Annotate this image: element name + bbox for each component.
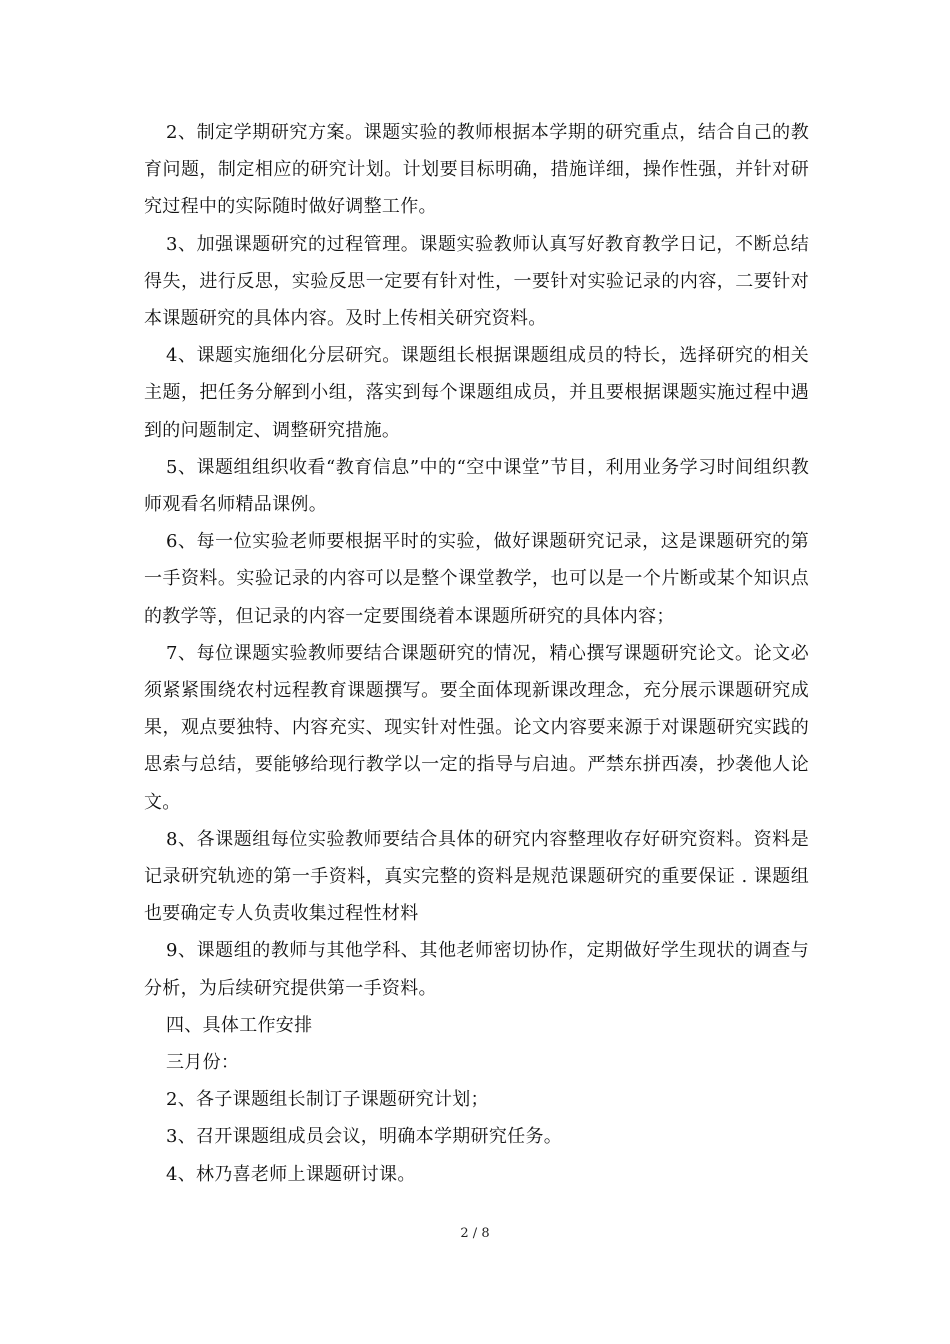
paragraph-item-9: 9、课题组的教师与其他学科、其他老师密切协作，定期做好学生现状的调查与分析，为后续研究提供第一手资料。 — [144, 940, 809, 999]
paragraph-item-3: 3、加强课题研究的过程管理。课题实验教师认真写好教育教学日记，不断总结得失，进行反思，实验反思一定要有针对性，一要针对实验记录的内容，二要针对本课题研究的具体内容。及时上传相关研究资料。 — [144, 233, 809, 330]
paragraph-item-8: 8、各课题组每位实验教师要结合具体的研究内容整理收存好研究资料。资料是记录研究轨迹的第一手资料，真实完整的资料是规范课题研究的重要保证 . 课题组也要确定专人负责收集过程性材料 — [144, 828, 809, 925]
paragraph-item-2: 2、制定学期研究方案。课题实验的教师根据本学期的研究重点，结合自己的教育问题，制定相应的研究计划。计划要目标明确，措施详细，操作性强，并针对研究过程中的实际随时做好调整工作。 — [144, 122, 809, 218]
march-task-2: 2、各子课题组长制订子课题研究计划； — [166, 1089, 489, 1111]
paragraph-item-6: 6、每一位实验老师要根据平时的实验，做好课题研究记录，这是课题研究的第一手资料。实验记录的内容可以是整个课堂教学，也可以是一个片断或某个知识点的教学等，但记录的内容一定要围绕着本课题所研究的具体内容； — [144, 531, 809, 627]
month-label-march: 三月份： — [166, 1052, 240, 1074]
section-heading-schedule: 四、具体工作安排 — [166, 1014, 313, 1036]
page-number: 2 / 8 — [460, 1226, 490, 1241]
march-task-3: 3、召开课题组成员会议，明确本学期研究任务。 — [166, 1126, 563, 1148]
document-body — [144, 114, 809, 1193]
paragraph-item-4: 4、课题实施细化分层研究。课题组长根据课题组成员的特长，选择研究的相关主题，把任务分解到小组，落实到每个课题组成员，并且要根据课题实施过程中遇到的问题制定、调整研究措施。 — [144, 345, 809, 441]
paragraph-item-5: 5、课题组组织收看“教育信息”中的“空中课堂”节目，利用业务学习时间组织教师观看名师精品课例。 — [144, 456, 809, 516]
march-task-4: 4、林乃喜老师上课题研讨课。 — [166, 1163, 416, 1185]
paragraph-item-7: 7、每位课题实验教师要结合课题研究的情况，精心撰写课题研究论文。论文必须紧紧围绕农村远程教育课题撰写。要全面体现新课改理念，充分展示课题研究成果，观点要独特、内容充实、现实针对性强。论文内容要来源于对课题研究实践的思索与总结，要能够给现行教学以一定的指导与启迪。严禁东拼西凑，抄袭他人论文。 — [144, 642, 809, 813]
